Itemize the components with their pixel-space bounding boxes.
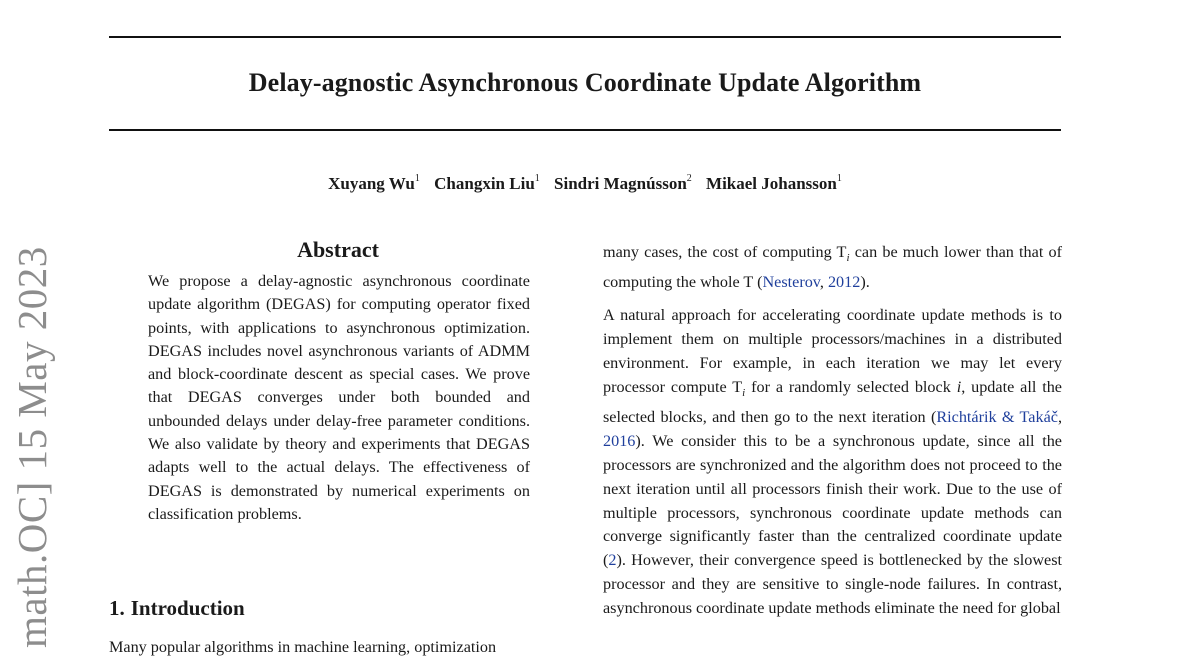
author-affiliation: 1 [414, 173, 420, 184]
citation-link[interactable]: Nesterov [762, 273, 820, 292]
equation-reference-link[interactable]: 2 [608, 551, 617, 570]
title-top-rule [109, 36, 1061, 38]
text-run: many cases, the cost of computing T [603, 243, 847, 261]
author [706, 174, 842, 193]
text-run: ). However, their convergence speed is bottlenecked by the slowest processor and they are sensitive to single-node failures. In contrast, asynchronous coordinate update methods eliminate the need for global [603, 551, 1062, 618]
author-affiliation: 1 [534, 173, 540, 184]
text-run: , [819, 273, 828, 292]
text-run: for a randomly selected block [745, 377, 957, 396]
text-run: A natural approach for accelerating coordinate update methods is to implement them on multiple processors/machines in a distributed environment. For example, in each iteration we may let every processor compute T [603, 306, 1062, 396]
author-affiliation: 2 [686, 173, 692, 184]
paragraph [603, 304, 1062, 621]
author-affiliation: 1 [836, 173, 842, 184]
section-heading-introduction [109, 596, 245, 621]
author-name: Changxin Liu [434, 174, 535, 193]
citation-year-link[interactable]: 2012 [827, 273, 861, 292]
subscript: i [742, 387, 746, 399]
right-column [603, 241, 1062, 630]
abstract-heading: Abstract [297, 237, 379, 262]
author-name: Mikael Johansson [706, 174, 837, 193]
section-title: Introduction [130, 596, 245, 620]
author [554, 174, 692, 193]
author [328, 174, 420, 193]
text-run: ). We consider this to be a synchronous update, since all the processors are synchronized and the algorithm does not proceed to the next iteration until all processors finish their work. Due to the use of multiple processors, synchronous coordinate update methods can converge significantly faster than the centralized coordinate update ( [603, 431, 1062, 570]
abstract-text: We propose a delay-agnostic asynchronous coordinate update algorithm (DEGAS) for computing operator fixed points, with applications to asynchronous optimization. DEGAS includes novel asynchronous variants of ADMM and block-coordinate descent as special cases. We prove that DEGAS converges under both bounded and unbounded delays under delay-free parameter conditions. We also validate by theory and experiments that DEGAS adapts well to the actual delays. The effectiveness of DEGAS is demonstrated by numerical experiments on classification problems. [148, 272, 530, 523]
author [434, 174, 540, 193]
arxiv-side-stamp: math.OC] 15 May 2023 [9, 246, 55, 648]
citation-year-link[interactable]: 2016 [603, 431, 636, 450]
intro-first-line: Many popular algorithms in machine learning, optimization [109, 638, 497, 656]
author-list [0, 174, 1170, 194]
text-run: , update all the selected blocks, and then go to the next iteration ( [603, 377, 1062, 426]
text-run: , [1057, 407, 1062, 426]
math-variable: i [956, 377, 962, 396]
text-run: ). [860, 273, 870, 292]
section-number: 1. [109, 596, 125, 620]
paragraph [603, 241, 1062, 295]
author-name: Sindri Magnússon [554, 174, 687, 193]
subscript: i [846, 252, 850, 265]
title-bottom-rule [109, 129, 1061, 131]
author-name: Xuyang Wu [328, 174, 415, 193]
text-run: can be much lower than that of computing the whole T ( [603, 243, 1062, 292]
citation-link[interactable]: Richtárik & Takáč [936, 407, 1058, 426]
paper-title: Delay-agnostic Asynchronous Coordinate Update Algorithm [248, 68, 922, 97]
